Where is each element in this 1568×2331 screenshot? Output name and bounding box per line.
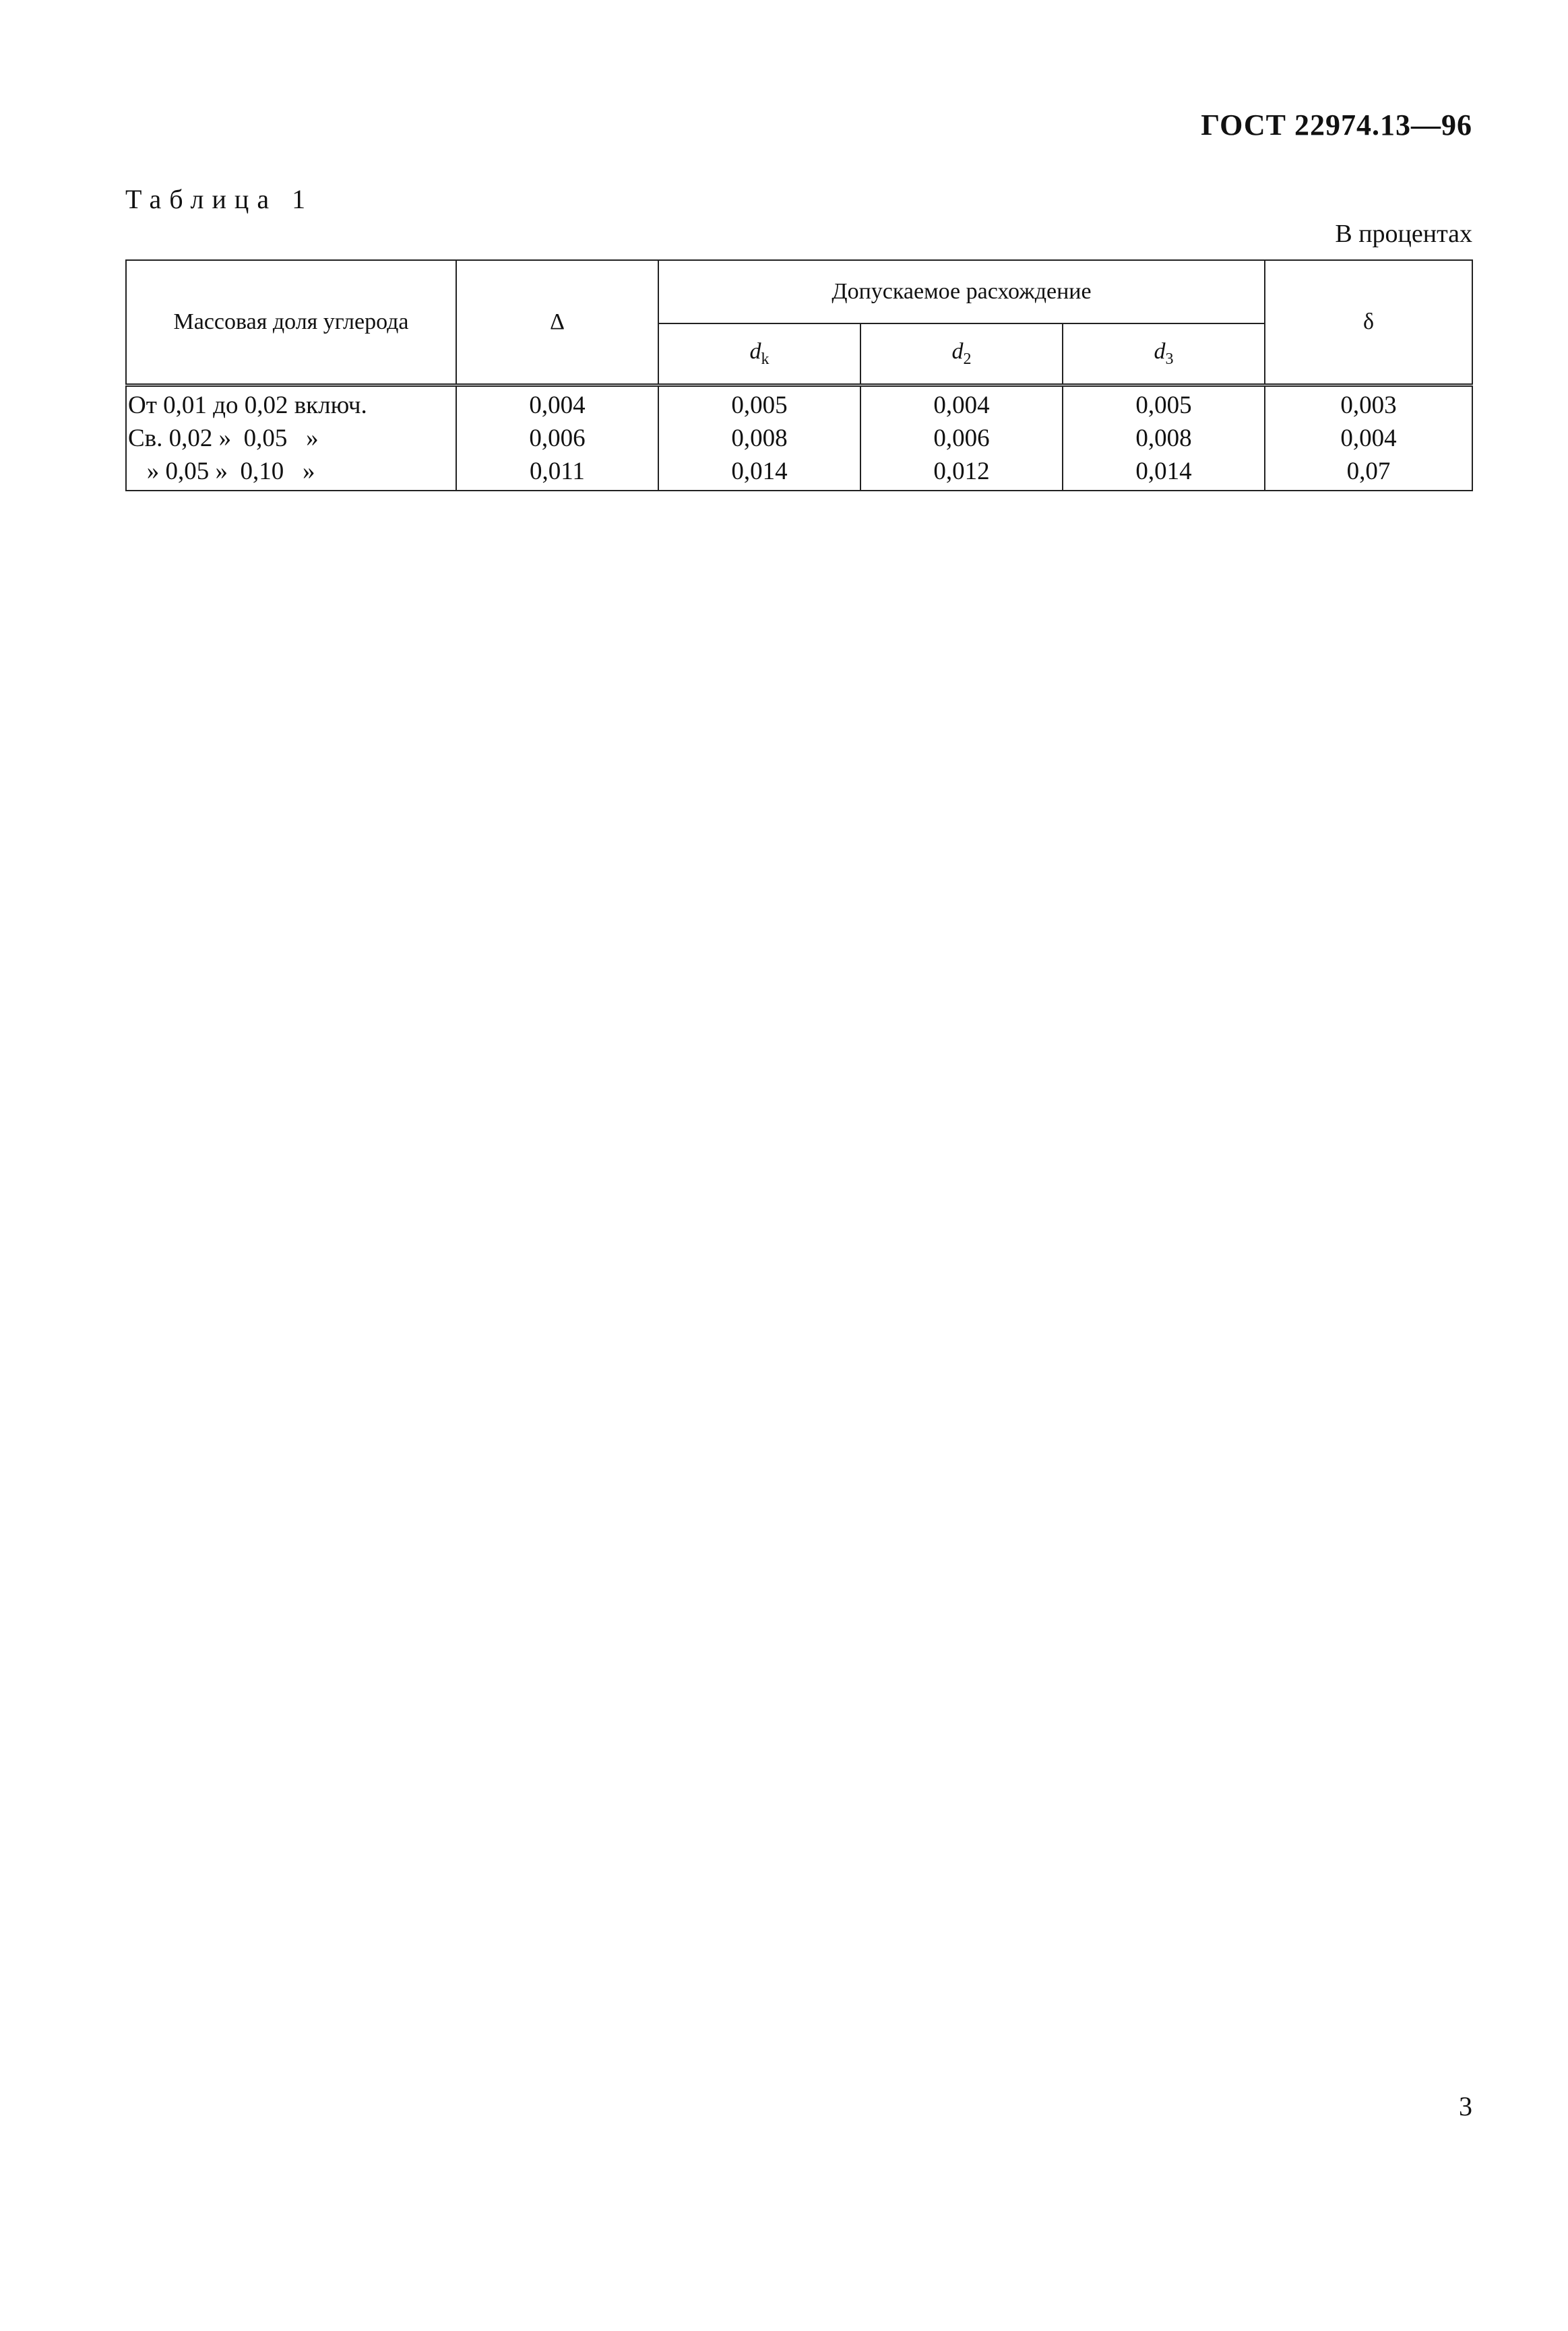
cell-d2: 0,012 xyxy=(860,453,1063,491)
header-dk-subscript: k xyxy=(761,350,770,368)
cell-d2: 0,006 xyxy=(860,420,1063,453)
table-row xyxy=(126,385,1472,421)
cell-delta: 0,006 xyxy=(456,420,658,453)
cell-delta: 0,011 xyxy=(456,453,658,491)
header-d3-symbol: d xyxy=(1154,339,1166,364)
table-caption: Таблица 1 xyxy=(125,184,314,214)
header-allowed-discrepancy: Допускаемое расхождение xyxy=(658,260,1265,323)
header-d2-symbol: d xyxy=(951,339,964,364)
units-note: В процентах xyxy=(1335,220,1472,248)
cell-dk: 0,008 xyxy=(658,420,860,453)
cell-dk: 0,014 xyxy=(658,453,860,491)
cell-delta-small: 0,07 xyxy=(1265,453,1472,491)
header-dk xyxy=(658,323,860,385)
table-row xyxy=(126,453,1472,491)
header-d3-subscript: 3 xyxy=(1165,350,1174,368)
header-d2-subscript: 2 xyxy=(963,350,972,368)
cell-range: » 0,05 » 0,10 » xyxy=(126,453,456,491)
cell-range: Св. 0,02 » 0,05 » xyxy=(126,420,456,453)
header-delta-small: δ xyxy=(1265,260,1472,385)
cell-d3: 0,005 xyxy=(1063,385,1265,421)
data-table xyxy=(125,259,1473,491)
header-d2 xyxy=(860,323,1063,385)
cell-dk: 0,005 xyxy=(658,385,860,421)
document-code: ГОСТ 22974.13—96 xyxy=(1201,108,1472,142)
header-mass-fraction: Массовая доля углерода xyxy=(126,260,456,385)
cell-d3: 0,014 xyxy=(1063,453,1265,491)
header-dk-symbol: d xyxy=(749,339,761,364)
cell-d2: 0,004 xyxy=(860,385,1063,421)
cell-delta: 0,004 xyxy=(456,385,658,421)
header-d3 xyxy=(1063,323,1265,385)
table-row xyxy=(126,420,1472,453)
cell-range: От 0,01 до 0,02 включ. xyxy=(126,385,456,421)
header-delta: Δ xyxy=(456,260,658,385)
page-number: 3 xyxy=(1459,2091,1472,2121)
cell-delta-small: 0,003 xyxy=(1265,385,1472,421)
cell-delta-small: 0,004 xyxy=(1265,420,1472,453)
cell-d3: 0,008 xyxy=(1063,420,1265,453)
